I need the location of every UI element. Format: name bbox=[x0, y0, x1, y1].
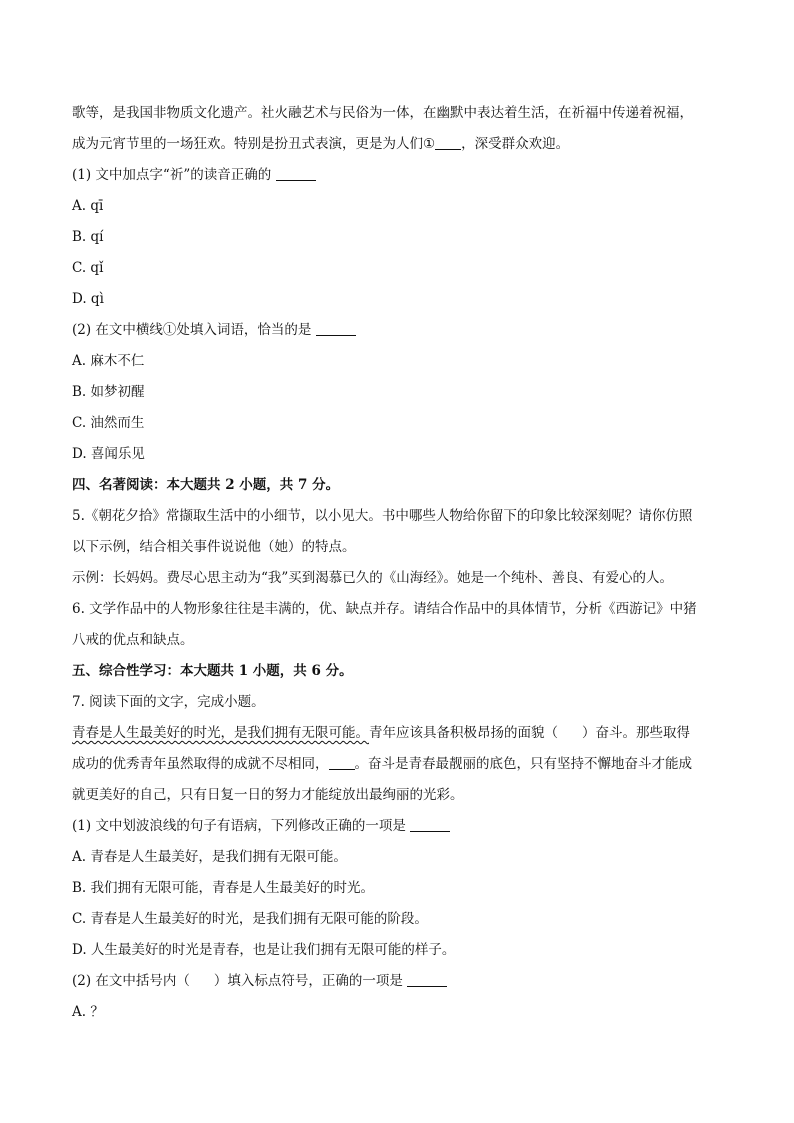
option[interactable]: B. 我们拥有无限可能，青春是人生最美好的时光。 bbox=[72, 880, 375, 896]
reading-line-2 bbox=[72, 749, 722, 780]
answer-blank[interactable] bbox=[407, 972, 447, 987]
option[interactable]: D. 喜闻乐见 bbox=[72, 446, 145, 462]
option[interactable]: D. 人生最美好的时光是青春，也是让我们拥有无限可能的样子。 bbox=[72, 942, 456, 958]
option[interactable]: A. 青春是人生最美好，是我们拥有无限可能。 bbox=[72, 849, 347, 865]
passage-text: 成为元宵节里的一场狂欢。特别是扮丑式表演，更是为人们 bbox=[72, 136, 423, 152]
option[interactable]: A. 麻木不仁 bbox=[72, 353, 145, 369]
passage-text: ，深受群众欢迎。 bbox=[461, 136, 570, 152]
question-6-line-1: 6. 文学作品中的人物形象往往是丰满的，优、缺点并存。请结合作品中的具体情节，分析《西游记》中猪 bbox=[72, 601, 697, 617]
passage-text: 。奋斗是青春最靓丽的底色，只有坚持不懈地奋斗才能成 bbox=[354, 756, 692, 772]
reading-line-3: 就更美好的自己，只有日复一日的努力才能绽放出最绚丽的光彩。 bbox=[72, 787, 464, 803]
passage-text: 成功的优秀青年虽然取得的成就不尽相同， bbox=[72, 756, 329, 772]
question-text: ）填入标点符号，正确的一项是 bbox=[213, 973, 403, 989]
answer-blank[interactable] bbox=[435, 135, 461, 150]
passage-line-1 bbox=[72, 98, 722, 129]
question-text: (1) 文中划波浪线的句子有语病，下列修改正确的一项是 bbox=[72, 818, 406, 834]
option[interactable]: A. qī bbox=[72, 198, 104, 214]
question-text: (1) 文中加点字“祈”的读音正确的 bbox=[72, 167, 272, 183]
question-5-example: 示例：长妈妈。费尽心思主动为“我”买到渴慕已久的《山海经》。她是一个纯朴、善良、有爱心的人。 bbox=[72, 570, 674, 586]
document-page bbox=[72, 98, 722, 1028]
wavy-underlined-sentence: 青春是人生最美好的时光，是我们拥有无限可能。 bbox=[72, 725, 369, 741]
question-5-line-2: 以下示例，结合相关事件说说他（她）的特点。 bbox=[72, 539, 356, 555]
answer-blank[interactable] bbox=[329, 755, 355, 770]
question-text: (2) 在文中括号内（ bbox=[72, 973, 190, 989]
option[interactable]: B. 如梦初醒 bbox=[72, 384, 145, 400]
option[interactable]: C. 青春是人生最美好的时光，是我们拥有无限可能的阶段。 bbox=[72, 911, 428, 927]
passage-text: 青年应该具备积极昂扬的面貌（ bbox=[369, 725, 558, 741]
question-7-2 bbox=[72, 966, 722, 997]
section-heading-4: 四、名著阅读：本大题共 2 小题，共 7 分。 bbox=[72, 477, 340, 493]
question-7-1 bbox=[72, 811, 722, 842]
option[interactable]: C. 油然而生 bbox=[72, 415, 145, 431]
option[interactable]: B. qí bbox=[72, 229, 104, 245]
question-text: (2) 在文中横线①处填入词语，恰当的是 bbox=[72, 322, 312, 338]
answer-blank[interactable] bbox=[410, 817, 450, 832]
question-7: 7. 阅读下面的文字，完成小题。 bbox=[72, 694, 265, 710]
option[interactable]: C. qǐ bbox=[72, 260, 104, 276]
passage-line-2 bbox=[72, 129, 722, 160]
section-heading-5: 五、综合性学习：本大题共 1 小题，共 6 分。 bbox=[72, 663, 353, 679]
option[interactable]: A. ？ bbox=[72, 1004, 104, 1020]
question-5-line-1: 5.《朝花夕拾》常撷取生活中的小细节，以小见大。书中哪些人物给你留下的印象比较深刻呢？请你仿照 bbox=[72, 508, 693, 524]
question-1-1 bbox=[72, 160, 722, 191]
passage-text: 歌等，是我国非物质文化遗产。社火融艺术与民俗为一体，在幽默中表达着生活，在祈福中传递着祝福， bbox=[72, 105, 693, 121]
blank-marker: ① bbox=[423, 136, 436, 152]
question-1-2 bbox=[72, 315, 722, 346]
reading-line-1 bbox=[72, 718, 722, 749]
passage-text: ）奋斗。那些取得 bbox=[582, 725, 690, 741]
answer-blank[interactable] bbox=[276, 166, 316, 181]
question-6-line-2: 八戒的优点和缺点。 bbox=[72, 632, 194, 648]
option[interactable]: D. qì bbox=[72, 291, 104, 307]
answer-blank[interactable] bbox=[316, 321, 356, 336]
